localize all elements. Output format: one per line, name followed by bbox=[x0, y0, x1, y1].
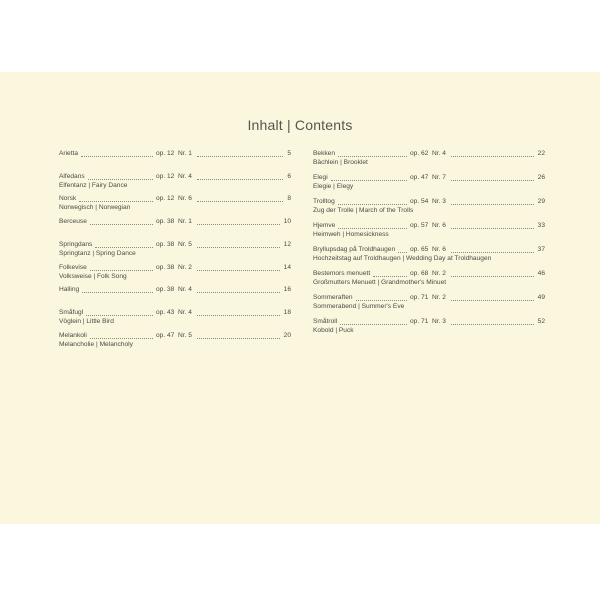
entry-opus: op. 71 bbox=[410, 318, 429, 325]
entry-opus: op. 65 bbox=[410, 246, 429, 253]
toc-entry-main-line bbox=[59, 241, 291, 250]
entry-subtitle: Elfentanz | Fairy Dance bbox=[59, 181, 128, 189]
dot-leader bbox=[90, 223, 153, 225]
entry-title: Elegi bbox=[313, 174, 328, 181]
entry-subtitle: Großmutters Menuett | Grandmother's Minuet bbox=[313, 279, 447, 286]
entry-page: 22 bbox=[537, 150, 545, 157]
toc-entry-main-line bbox=[313, 270, 545, 279]
entry-page: 8 bbox=[287, 195, 291, 203]
dot-leader bbox=[197, 337, 280, 339]
dot-leader bbox=[79, 200, 153, 202]
dot-leader bbox=[82, 291, 153, 293]
entry-opus: op. 12 bbox=[156, 150, 175, 157]
toc-entry bbox=[59, 264, 291, 282]
entry-number: Nr. 1 bbox=[178, 150, 192, 157]
entry-subtitle: Norwegisch | Norwegian bbox=[59, 204, 131, 212]
entry-opus: op. 43 bbox=[156, 308, 175, 316]
toc-entry bbox=[313, 198, 545, 216]
entry-page: 49 bbox=[537, 294, 545, 301]
dot-leader bbox=[86, 314, 153, 316]
entry-subtitle: Hochzeitstag auf Troldhaugen | Wedding Day at Troldhaugen bbox=[313, 255, 492, 262]
entry-page: 6 bbox=[287, 172, 291, 180]
toc-entry bbox=[59, 150, 291, 159]
entry-opus: op. 12 bbox=[156, 195, 175, 203]
entry-opus: op. 47 bbox=[410, 174, 429, 181]
entry-title: Norsk bbox=[59, 195, 77, 203]
toc-entry bbox=[59, 173, 291, 191]
entry-page: 46 bbox=[537, 270, 545, 277]
toc-entry bbox=[59, 286, 291, 295]
toc-entry-main-line bbox=[313, 294, 545, 303]
entry-title: Folkevise bbox=[59, 263, 87, 271]
dot-leader bbox=[340, 323, 407, 325]
entry-page: 52 bbox=[537, 318, 545, 325]
page-title: Inhalt | Contents bbox=[247, 117, 353, 133]
toc-entry bbox=[59, 309, 291, 327]
entry-title: Melankoli bbox=[59, 331, 87, 339]
entry-title: Trolltog bbox=[313, 198, 335, 205]
entry-page: 12 bbox=[283, 240, 291, 248]
toc-entry-main-line bbox=[313, 174, 545, 183]
dot-leader bbox=[197, 246, 280, 248]
entry-title: Springdans bbox=[59, 240, 93, 248]
dot-leader bbox=[197, 291, 280, 293]
dot-leader bbox=[338, 155, 407, 157]
dot-leader bbox=[331, 179, 407, 181]
dot-leader bbox=[197, 155, 283, 157]
toc-entry-main-line bbox=[59, 332, 291, 341]
entry-subtitle: Heimweh | Homesickness bbox=[313, 231, 389, 238]
dot-leader bbox=[451, 275, 534, 277]
toc-entry bbox=[59, 218, 291, 227]
entry-number: Nr. 6 bbox=[432, 246, 446, 253]
toc-entry-main-line bbox=[59, 195, 291, 204]
dot-leader bbox=[451, 203, 534, 205]
entry-page: 14 bbox=[283, 263, 291, 271]
toc-entry-main-line bbox=[59, 218, 291, 227]
entry-title: Hjemve bbox=[313, 222, 336, 229]
entry-number: Nr. 6 bbox=[178, 195, 192, 203]
entry-opus: op. 38 bbox=[156, 218, 175, 226]
entry-number: Nr. 4 bbox=[178, 286, 192, 294]
entry-opus: op. 68 bbox=[410, 270, 429, 277]
dot-leader bbox=[197, 223, 280, 225]
entry-page: 10 bbox=[283, 218, 291, 226]
toc-entry-main-line bbox=[313, 246, 545, 255]
dot-leader bbox=[451, 179, 534, 181]
dot-leader bbox=[338, 227, 407, 229]
entry-opus: op. 38 bbox=[156, 286, 175, 294]
entry-title: Alfedans bbox=[59, 172, 85, 180]
dot-leader bbox=[373, 275, 407, 277]
dot-leader bbox=[197, 269, 280, 271]
entry-subtitle: Elegie | Elegy bbox=[313, 183, 354, 190]
dot-leader bbox=[90, 337, 153, 339]
entry-title: Halling bbox=[59, 286, 80, 294]
entry-number: Nr. 3 bbox=[432, 198, 446, 205]
entry-number: Nr. 2 bbox=[432, 270, 446, 277]
entry-opus: op. 38 bbox=[156, 263, 175, 271]
entry-opus: op. 12 bbox=[156, 172, 175, 180]
toc-entry-main-line bbox=[59, 286, 291, 295]
entry-title: Arietta bbox=[59, 150, 79, 157]
entry-title: Bryllupsdag på Troldhaugen bbox=[313, 246, 396, 253]
dot-leader bbox=[90, 269, 153, 271]
toc-entry-main-line bbox=[313, 198, 545, 207]
dot-leader bbox=[356, 299, 407, 301]
dot-leader bbox=[451, 251, 534, 253]
toc-entry bbox=[313, 174, 545, 192]
toc-entry-main-line bbox=[313, 318, 545, 327]
toc-entry-main-line bbox=[59, 150, 291, 159]
entry-number: Nr. 4 bbox=[432, 150, 446, 157]
entry-subtitle: Bächlein | Brooklet bbox=[313, 159, 368, 166]
toc-entry bbox=[313, 246, 545, 264]
entry-opus: op. 47 bbox=[156, 331, 175, 339]
toc-entry bbox=[313, 270, 545, 288]
entry-page: 26 bbox=[537, 174, 545, 181]
dot-leader bbox=[398, 251, 407, 253]
dot-leader bbox=[197, 314, 280, 316]
toc-entry-main-line bbox=[59, 309, 291, 318]
entry-title: Berceuse bbox=[59, 218, 87, 226]
dot-leader bbox=[95, 246, 153, 248]
entry-title: Sommeraften bbox=[313, 294, 353, 301]
entry-page: 16 bbox=[283, 286, 291, 294]
dot-leader bbox=[88, 178, 153, 180]
toc-entry bbox=[59, 332, 291, 350]
toc-entry-main-line bbox=[59, 264, 291, 273]
entry-subtitle: Vöglein | Little Bird bbox=[59, 317, 114, 325]
entry-opus: op. 71 bbox=[410, 294, 429, 301]
entry-subtitle: Zug der Trolle | March of the Trolls bbox=[313, 207, 414, 214]
entry-page: 5 bbox=[287, 150, 291, 157]
entry-page: 20 bbox=[283, 331, 291, 339]
dot-leader bbox=[197, 178, 283, 180]
entry-subtitle: Sommerabend | Summer's Eve bbox=[313, 303, 405, 310]
entry-subtitle: Kobold | Puck bbox=[313, 327, 354, 334]
entry-subtitle: Volksweise | Folk Song bbox=[59, 272, 127, 280]
entry-number: Nr. 6 bbox=[432, 222, 446, 229]
entry-title: Bekken bbox=[313, 150, 335, 157]
entry-number: Nr. 3 bbox=[432, 318, 446, 325]
toc-entry-main-line bbox=[59, 173, 291, 182]
entry-opus: op. 62 bbox=[410, 150, 429, 157]
entry-opus: op. 38 bbox=[156, 240, 175, 248]
dot-leader bbox=[451, 299, 534, 301]
toc-entry bbox=[59, 241, 291, 259]
dot-leader bbox=[197, 200, 283, 202]
toc-entry bbox=[313, 318, 545, 336]
entry-number: Nr. 1 bbox=[178, 218, 192, 226]
dot-leader bbox=[338, 203, 407, 205]
toc-entry bbox=[313, 222, 545, 240]
dot-leader bbox=[451, 323, 534, 325]
entry-number: Nr. 7 bbox=[432, 174, 446, 181]
toc-entry bbox=[313, 150, 545, 168]
toc-entry-main-line bbox=[313, 222, 545, 231]
dot-leader bbox=[451, 155, 534, 157]
dot-leader bbox=[451, 227, 534, 229]
entry-number: Nr. 2 bbox=[432, 294, 446, 301]
entry-page: 37 bbox=[537, 246, 545, 253]
entry-page: 18 bbox=[283, 308, 291, 316]
entry-title: Småfugl bbox=[59, 308, 84, 316]
contents-page bbox=[0, 72, 600, 524]
entry-number: Nr. 4 bbox=[178, 172, 192, 180]
entry-number: Nr. 5 bbox=[178, 240, 192, 248]
entry-opus: op. 54 bbox=[410, 198, 429, 205]
entry-opus: op. 57 bbox=[410, 222, 429, 229]
entry-number: Nr. 4 bbox=[178, 308, 192, 316]
entry-subtitle: Springtanz | Spring Dance bbox=[59, 249, 136, 257]
entry-page: 33 bbox=[537, 222, 545, 229]
toc-entry bbox=[313, 294, 545, 312]
toc-entry bbox=[59, 195, 291, 213]
entry-title: Bestemors menuett bbox=[313, 270, 371, 277]
entry-subtitle: Melancholie | Melancholy bbox=[59, 340, 133, 348]
entry-title: Småtroll bbox=[313, 318, 338, 325]
entry-number: Nr. 5 bbox=[178, 331, 192, 339]
entry-number: Nr. 2 bbox=[178, 263, 192, 271]
toc-entry-main-line bbox=[313, 150, 545, 159]
entry-page: 29 bbox=[537, 198, 545, 205]
dot-leader bbox=[81, 155, 153, 157]
